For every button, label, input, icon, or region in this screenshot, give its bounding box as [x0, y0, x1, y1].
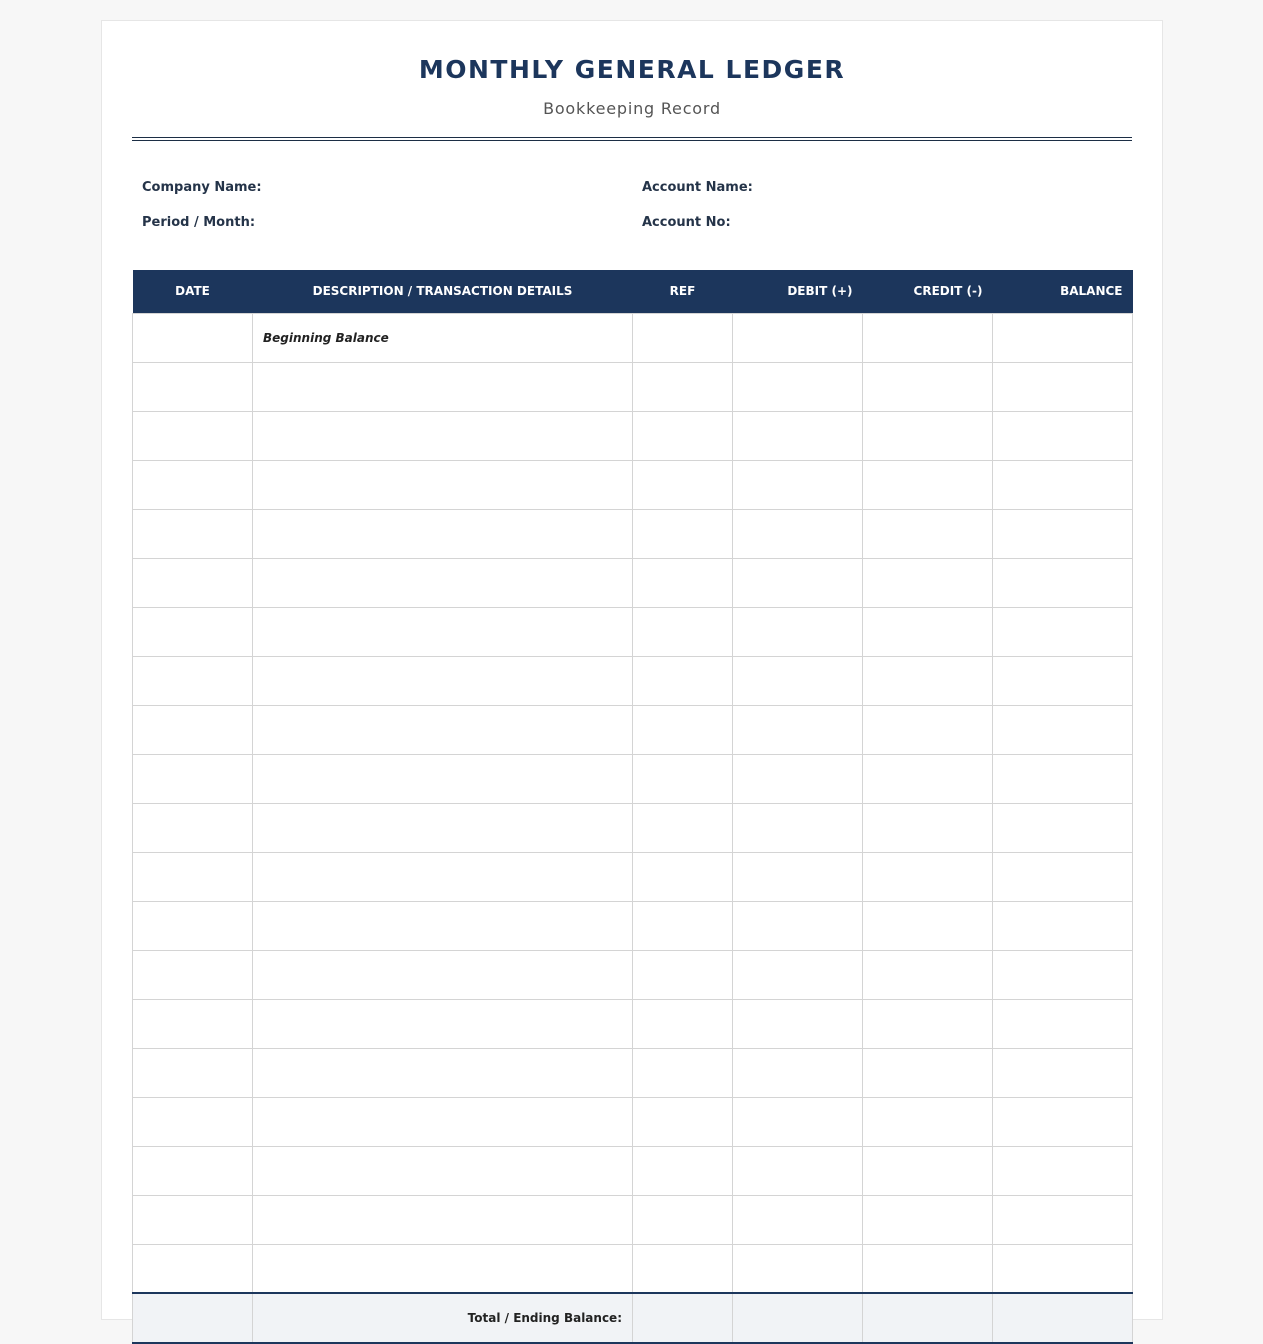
- date-cell[interactable]: [133, 754, 253, 803]
- ref-cell[interactable]: [633, 803, 733, 852]
- debit-cell[interactable]: [733, 803, 863, 852]
- ref-cell[interactable]: [633, 411, 733, 460]
- balance-cell[interactable]: [993, 852, 1133, 901]
- table-row: [133, 950, 1133, 999]
- credit-cell[interactable]: [863, 509, 993, 558]
- document-subtitle: Bookkeeping Record: [543, 99, 721, 118]
- table-row: [133, 460, 1133, 509]
- ref-cell[interactable]: [633, 656, 733, 705]
- total-date-cell: [133, 1293, 253, 1343]
- credit-cell[interactable]: [863, 411, 993, 460]
- date-cell[interactable]: [133, 1195, 253, 1244]
- credit-cell[interactable]: [863, 1195, 993, 1244]
- balance-cell[interactable]: [993, 607, 1133, 656]
- date-cell[interactable]: [133, 1097, 253, 1146]
- debit-cell[interactable]: [733, 656, 863, 705]
- debit-cell[interactable]: [733, 1146, 863, 1195]
- total-row: [133, 1293, 1133, 1343]
- credit-cell[interactable]: [863, 705, 993, 754]
- description-cell[interactable]: [253, 1097, 633, 1146]
- account-name-label: Account Name:: [642, 180, 753, 195]
- document-title: MONTHLY GENERAL LEDGER: [418, 55, 846, 84]
- table-row: [133, 1048, 1133, 1097]
- date-cell[interactable]: [133, 1244, 253, 1293]
- balance-cell[interactable]: [993, 509, 1133, 558]
- description-cell[interactable]: [253, 754, 633, 803]
- ref-cell[interactable]: [633, 509, 733, 558]
- ref-cell[interactable]: [633, 607, 733, 656]
- credit-cell[interactable]: [863, 754, 993, 803]
- description-cell[interactable]: [253, 852, 633, 901]
- total-label: Total / Ending Balance:: [253, 1293, 633, 1343]
- table-row: [133, 558, 1133, 607]
- debit-cell[interactable]: [733, 411, 863, 460]
- total-debit-cell[interactable]: [733, 1293, 863, 1343]
- column-header-date: DATE: [133, 270, 253, 313]
- table-row: [133, 362, 1133, 411]
- description-cell[interactable]: [253, 1244, 633, 1293]
- balance-cell[interactable]: [993, 705, 1133, 754]
- credit-cell[interactable]: [863, 313, 993, 362]
- description-cell[interactable]: [253, 705, 633, 754]
- description-cell[interactable]: [253, 1048, 633, 1097]
- table-row: [133, 1244, 1133, 1293]
- ref-cell[interactable]: [633, 558, 733, 607]
- description-cell[interactable]: [253, 901, 633, 950]
- table-row: [133, 901, 1133, 950]
- balance-cell[interactable]: [993, 901, 1133, 950]
- description-cell[interactable]: [253, 411, 633, 460]
- ledger-sheet: [101, 20, 1163, 1325]
- total-balance-cell[interactable]: [993, 1293, 1133, 1343]
- beginning-balance-label: Beginning Balance: [253, 313, 633, 362]
- date-cell[interactable]: [133, 705, 253, 754]
- ref-cell[interactable]: [633, 362, 733, 411]
- description-cell[interactable]: [253, 509, 633, 558]
- debit-cell[interactable]: [733, 1097, 863, 1146]
- table-header-row: [133, 270, 1133, 313]
- debit-cell[interactable]: [733, 754, 863, 803]
- date-cell[interactable]: [133, 509, 253, 558]
- ledger-table: [132, 270, 1133, 1344]
- credit-cell[interactable]: [863, 1048, 993, 1097]
- date-cell[interactable]: [133, 656, 253, 705]
- credit-cell[interactable]: [863, 1097, 993, 1146]
- debit-cell[interactable]: [733, 607, 863, 656]
- date-cell[interactable]: [133, 950, 253, 999]
- credit-cell[interactable]: [863, 558, 993, 607]
- date-cell[interactable]: [133, 362, 253, 411]
- table-row: [133, 607, 1133, 656]
- description-cell[interactable]: [253, 1146, 633, 1195]
- total-ref-cell: [633, 1293, 733, 1343]
- balance-cell[interactable]: [993, 999, 1133, 1048]
- balance-cell[interactable]: [993, 460, 1133, 509]
- ref-cell[interactable]: [633, 460, 733, 509]
- ref-cell[interactable]: [633, 754, 733, 803]
- ref-cell[interactable]: [633, 999, 733, 1048]
- balance-cell[interactable]: [993, 411, 1133, 460]
- balance-cell[interactable]: [993, 1146, 1133, 1195]
- debit-cell[interactable]: [733, 999, 863, 1048]
- debit-cell[interactable]: [733, 950, 863, 999]
- balance-cell[interactable]: [993, 950, 1133, 999]
- column-header-ref: REF: [633, 270, 733, 313]
- description-cell[interactable]: [253, 803, 633, 852]
- credit-cell[interactable]: [863, 460, 993, 509]
- balance-cell[interactable]: [993, 656, 1133, 705]
- debit-cell[interactable]: [733, 705, 863, 754]
- balance-cell[interactable]: [993, 1097, 1133, 1146]
- date-cell[interactable]: [133, 313, 253, 362]
- table-row: [133, 313, 1133, 362]
- ref-cell[interactable]: [633, 950, 733, 999]
- account-no-label: Account No:: [642, 215, 731, 230]
- period-label: Period / Month:: [142, 215, 256, 230]
- ledger-body: [133, 313, 1133, 1293]
- ref-cell[interactable]: [633, 313, 733, 362]
- balance-cell[interactable]: [993, 558, 1133, 607]
- balance-cell[interactable]: [993, 1048, 1133, 1097]
- credit-cell[interactable]: [863, 852, 993, 901]
- credit-cell[interactable]: [863, 607, 993, 656]
- description-cell[interactable]: [253, 950, 633, 999]
- balance-cell[interactable]: [993, 803, 1133, 852]
- table-row: [133, 1195, 1133, 1244]
- date-cell[interactable]: [133, 411, 253, 460]
- debit-cell[interactable]: [733, 313, 863, 362]
- column-header-credit: CREDIT (-): [863, 270, 993, 313]
- description-cell[interactable]: [253, 362, 633, 411]
- debit-cell[interactable]: [733, 852, 863, 901]
- date-cell[interactable]: [133, 803, 253, 852]
- credit-cell[interactable]: [863, 803, 993, 852]
- column-header-description: DESCRIPTION / TRANSACTION DETAILS: [253, 270, 633, 313]
- balance-cell[interactable]: [993, 1244, 1133, 1293]
- description-cell[interactable]: [253, 1195, 633, 1244]
- ref-cell[interactable]: [633, 901, 733, 950]
- debit-cell[interactable]: [733, 558, 863, 607]
- debit-cell[interactable]: [733, 460, 863, 509]
- credit-cell[interactable]: [863, 656, 993, 705]
- description-cell[interactable]: [253, 656, 633, 705]
- ref-cell[interactable]: [633, 705, 733, 754]
- credit-cell[interactable]: [863, 1146, 993, 1195]
- company-name-label: Company Name:: [142, 180, 262, 195]
- balance-cell[interactable]: [993, 362, 1133, 411]
- header-divider: [132, 137, 1132, 141]
- total-credit-cell[interactable]: [863, 1293, 993, 1343]
- table-row: [133, 803, 1133, 852]
- date-cell[interactable]: [133, 460, 253, 509]
- ref-cell[interactable]: [633, 1097, 733, 1146]
- description-cell[interactable]: [253, 999, 633, 1048]
- balance-cell[interactable]: [993, 313, 1133, 362]
- table-row: [133, 999, 1133, 1048]
- debit-cell[interactable]: [733, 509, 863, 558]
- debit-cell[interactable]: [733, 1195, 863, 1244]
- ref-cell[interactable]: [633, 1195, 733, 1244]
- credit-cell[interactable]: [863, 950, 993, 999]
- table-row: [133, 656, 1133, 705]
- balance-cell[interactable]: [993, 754, 1133, 803]
- ref-cell[interactable]: [633, 852, 733, 901]
- date-cell[interactable]: [133, 1048, 253, 1097]
- table-row: [133, 754, 1133, 803]
- table-row: [133, 705, 1133, 754]
- date-cell[interactable]: [133, 607, 253, 656]
- ref-cell[interactable]: [633, 1146, 733, 1195]
- date-cell[interactable]: [133, 558, 253, 607]
- table-row: [133, 1146, 1133, 1195]
- date-cell[interactable]: [133, 852, 253, 901]
- ref-cell[interactable]: [633, 1048, 733, 1097]
- date-cell[interactable]: [133, 901, 253, 950]
- credit-cell[interactable]: [863, 1244, 993, 1293]
- debit-cell[interactable]: [733, 1244, 863, 1293]
- credit-cell[interactable]: [863, 901, 993, 950]
- table-row: [133, 411, 1133, 460]
- column-header-balance: BALANCE: [993, 270, 1133, 313]
- description-cell[interactable]: [253, 607, 633, 656]
- table-row: [133, 1097, 1133, 1146]
- date-cell[interactable]: [133, 1146, 253, 1195]
- ref-cell[interactable]: [633, 1244, 733, 1293]
- table-row: [133, 852, 1133, 901]
- description-cell[interactable]: [253, 558, 633, 607]
- credit-cell[interactable]: [863, 362, 993, 411]
- credit-cell[interactable]: [863, 999, 993, 1048]
- description-cell[interactable]: [253, 460, 633, 509]
- date-cell[interactable]: [133, 999, 253, 1048]
- balance-cell[interactable]: [993, 1195, 1133, 1244]
- table-row: [133, 509, 1133, 558]
- debit-cell[interactable]: [733, 362, 863, 411]
- debit-cell[interactable]: [733, 1048, 863, 1097]
- debit-cell[interactable]: [733, 901, 863, 950]
- column-header-debit: DEBIT (+): [733, 270, 863, 313]
